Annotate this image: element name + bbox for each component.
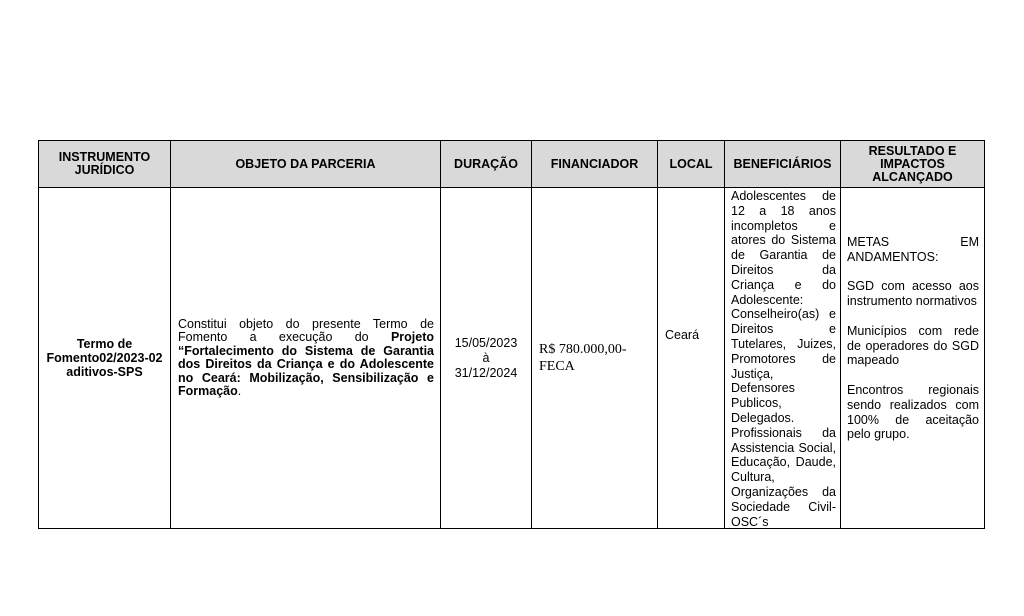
- cell-local: [658, 188, 725, 529]
- table-row: [39, 188, 985, 529]
- header-financiador: FINANCIADOR: [532, 141, 658, 188]
- header-resultado: RESULTADO E IMPACTOS ALCANÇADO: [841, 141, 985, 188]
- cell-objeto: [171, 188, 441, 529]
- resultado-item: SGD com acesso aos instrumento normativos: [847, 279, 979, 309]
- duracao-inicio: 15/05/2023: [454, 335, 518, 350]
- resultado-item: Municípios com rede de operadores do SGD mapeado: [847, 323, 979, 368]
- header-row: [39, 141, 985, 188]
- header-objeto: OBJETO DA PARCERIA: [171, 141, 441, 188]
- objeto-end: .: [237, 384, 242, 398]
- header-beneficiarios: BENEFICIÁRIOS: [725, 141, 841, 188]
- duracao-fim: 31/12/2024: [454, 365, 518, 380]
- resultado-metas: METAS EM ANDAMENTOS:: [847, 235, 979, 264]
- cell-resultado: [841, 188, 985, 529]
- objeto-text: [178, 318, 434, 399]
- cell-beneficiarios: [725, 188, 841, 529]
- cell-financiador: [532, 188, 658, 529]
- local-text: Ceará: [665, 328, 700, 342]
- cell-instrumento: [39, 188, 171, 529]
- resultado-item: Encontros regionais sendo realizados com 100% de aceitação pelo grupo.: [847, 382, 979, 442]
- financiador-text: R$ 780.000,00-FECA: [539, 342, 627, 374]
- header-local: LOCAL: [658, 141, 725, 188]
- instrumento-text: Termo de Fomento02/2023-02 aditivos-SPS: [46, 337, 163, 379]
- partnership-table: [38, 140, 985, 529]
- objeto-intro: Constitui objeto do presente Termo de Fomento a execução do: [178, 316, 434, 344]
- cell-duracao: [441, 188, 532, 529]
- beneficiarios-text: Adolescentes de 12 a 18 anos incompletos e atores do Sistema de Garantia de Direitos da Criança e do Adolescente: Conselheiro(as) e Direitos e Tutelares, Juizes, Promotores de Justiça, Defensores Publicos, Delegados. Profissionais da Assistencia Social, Educação, Daude, Cultura, Organizações da Sociedade Civil-OSC´s: [731, 189, 836, 528]
- header-duracao: DURAÇÃO: [441, 141, 532, 188]
- header-instrumento: INSTRUMENTO JURÍDICO: [39, 141, 171, 188]
- duracao-separador: à: [482, 350, 490, 365]
- objeto-project-name: Projeto “Fortalecimento do Sistema de Garantia dos Direitos da Criança e do Adolescente no Ceará: Mobilização, Sensibilização e Formação: [178, 330, 434, 398]
